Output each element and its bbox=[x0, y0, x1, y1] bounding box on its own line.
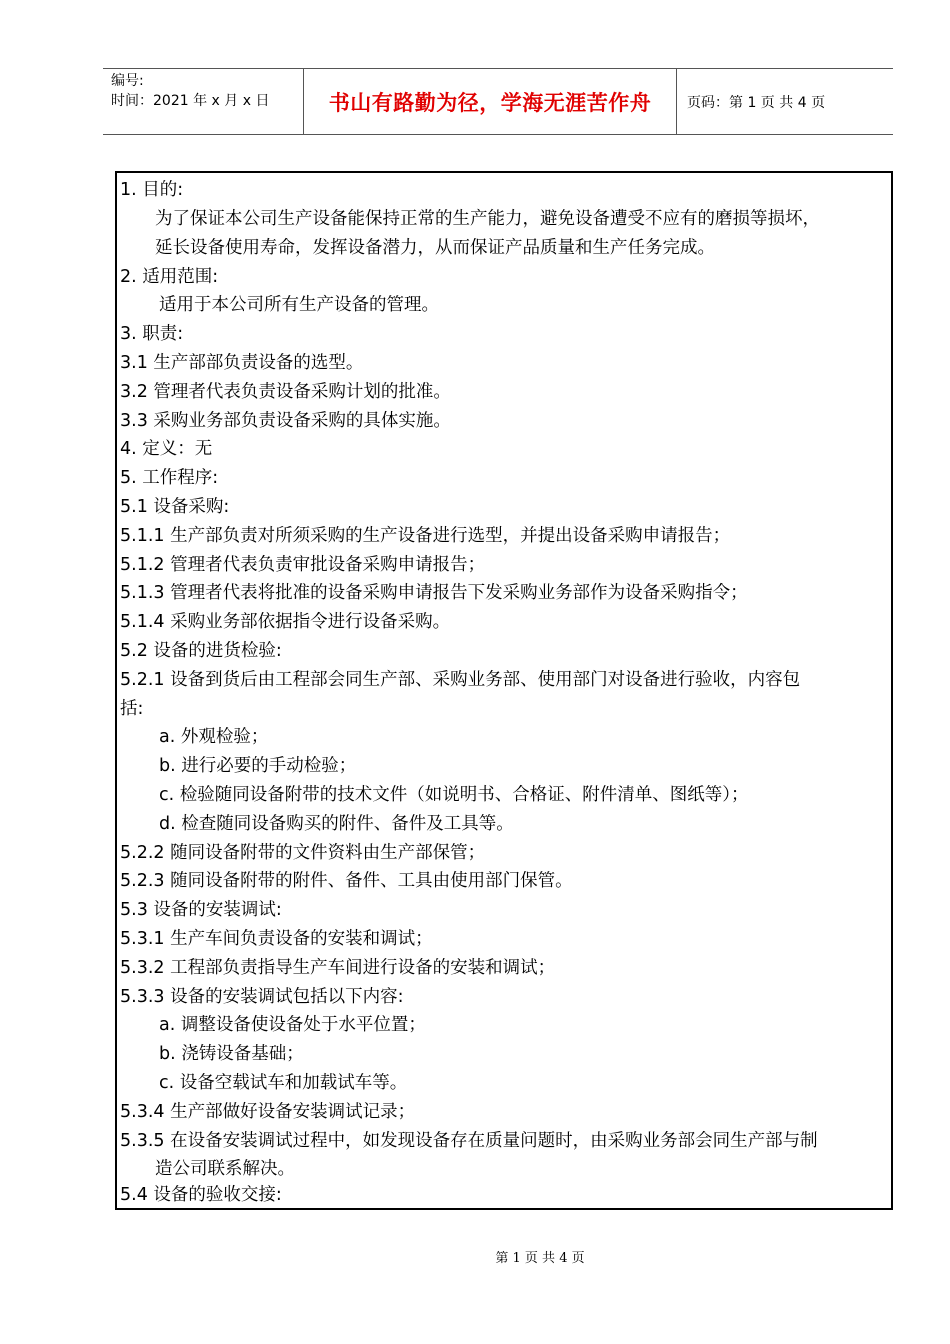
section-heading: 2. 适用范围: bbox=[120, 267, 219, 287]
section-heading: 4. 定义：无 bbox=[120, 439, 213, 459]
header-motto: 书山有路勤为径，学海无涯苦作舟 bbox=[328, 91, 652, 115]
clause-line: 5.3.3 设备的安装调试包括以下内容: bbox=[120, 987, 404, 1007]
header-divider bbox=[676, 69, 677, 135]
document-body bbox=[115, 171, 893, 1210]
clause-line: 5.2.2 随同设备附带的文件资料由生产部保管； bbox=[120, 843, 486, 863]
clause-line: 5.2.3 随同设备附带的附件、备件、工具由使用部门保管。 bbox=[120, 871, 573, 891]
list-item: b. 进行必要的手动检验； bbox=[159, 756, 357, 776]
list-item: d. 检查随同设备购买的附件、备件及工具等。 bbox=[159, 814, 514, 834]
clause-line: 括: bbox=[120, 699, 144, 719]
clause-line: 5.2.1 设备到货后由工程部会同生产部、采购业务部、使用部门对设备进行验收，内容包 bbox=[120, 670, 801, 690]
list-item: a. 外观检验； bbox=[159, 727, 269, 747]
paragraph-line: 适用于本公司所有生产设备的管理。 bbox=[159, 295, 439, 315]
clause-line: 5.3.5 在设备安装调试过程中，如发现设备存在质量问题时，由采购业务部会同生产部与制 bbox=[120, 1131, 818, 1151]
header-meta bbox=[111, 71, 269, 111]
clause-line: 5.4 设备的验收交接: bbox=[120, 1185, 282, 1205]
section-heading: 3. 职责: bbox=[120, 324, 184, 344]
clause-line: 3.2 管理者代表负责设备采购计划的批准。 bbox=[120, 382, 451, 402]
document-number-label: 编号: bbox=[111, 73, 144, 89]
clause-line: 3.1 生产部部负责设备的选型。 bbox=[120, 353, 364, 373]
clause-line: 5.3 设备的安装调试: bbox=[120, 900, 282, 920]
clause-line: 造公司联系解决。 bbox=[155, 1159, 295, 1179]
clause-line: 3.3 采购业务部负责设备采购的具体实施。 bbox=[120, 411, 451, 431]
section-heading: 1. 目的: bbox=[120, 180, 184, 200]
paragraph-line: 为了保证本公司生产设备能保持正常的生产能力，避免设备遭受不应有的磨损等损坏， bbox=[155, 209, 820, 229]
document-time-label: 时间：2021 年 x 月 x 日 bbox=[111, 93, 270, 109]
clause-line: 5.1.3 管理者代表将批准的设备采购申请报告下发采购业务部作为设备采购指令； bbox=[120, 583, 748, 603]
list-item: b. 浇铸设备基础； bbox=[159, 1044, 304, 1064]
clause-line: 5.2 设备的进货检验: bbox=[120, 641, 282, 661]
paragraph-line: 延长设备使用寿命，发挥设备潜力，从而保证产品质量和生产任务完成。 bbox=[155, 238, 715, 258]
list-item: c. 设备空载试车和加载试车等。 bbox=[159, 1073, 408, 1093]
clause-line: 5.1.4 采购业务部依据指令进行设备采购。 bbox=[120, 612, 451, 632]
clause-line: 5.3.4 生产部做好设备安装调试记录； bbox=[120, 1102, 416, 1122]
document-header bbox=[103, 68, 893, 135]
clause-line: 5.3.1 生产车间负责设备的安装和调试； bbox=[120, 929, 433, 949]
page-footer: 第 1 页 共 4 页 bbox=[495, 1251, 585, 1266]
clause-line: 5.1.1 生产部负责对所须采购的生产设备进行选型，并提出设备采购申请报告； bbox=[120, 526, 731, 546]
list-item: a. 调整设备使设备处于水平位置； bbox=[159, 1015, 426, 1035]
clause-line: 5.1 设备采购: bbox=[120, 497, 230, 517]
header-page-info: 页码：第 1 页 共 4 页 bbox=[687, 95, 826, 111]
clause-line: 5.1.2 管理者代表负责审批设备采购申请报告； bbox=[120, 555, 486, 575]
list-item: c. 检验随同设备附带的技术文件（如说明书、合格证、附件清单、图纸等）； bbox=[159, 785, 749, 805]
section-heading: 5. 工作程序: bbox=[120, 468, 219, 488]
clause-line: 5.3.2 工程部负责指导生产车间进行设备的安装和调试； bbox=[120, 958, 556, 978]
